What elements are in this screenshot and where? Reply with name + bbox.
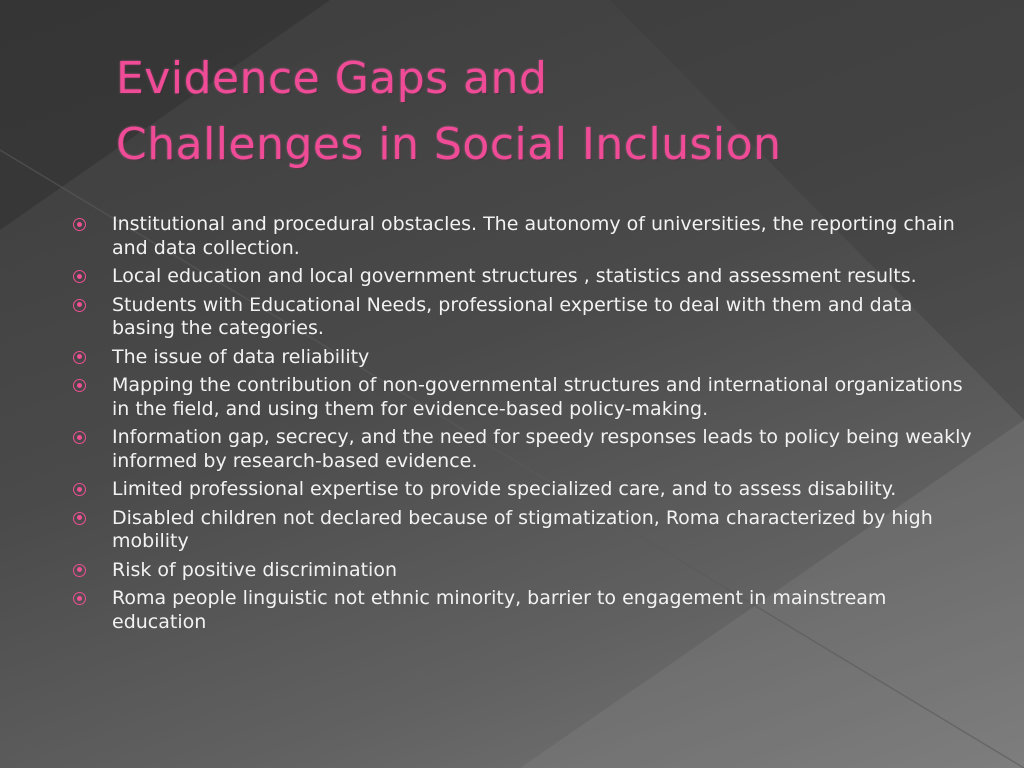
bullet-item [72, 426, 972, 473]
target-circle-icon [73, 299, 86, 312]
bullet-list [72, 213, 972, 639]
bullet-item [72, 374, 972, 421]
bullet-item [72, 559, 972, 583]
slide-title-line-1: Evidence Gaps and [116, 53, 548, 104]
bullet-item [72, 478, 972, 502]
bullet-text: Limited professional expertise to provide specialized care, and to assess disability. [112, 478, 897, 500]
target-circle-icon [73, 431, 86, 444]
target-circle-icon [73, 564, 86, 577]
bullet-text: Information gap, secrecy, and the need for speedy responses leads to policy being weakly informed by research-based evidence. [112, 426, 972, 472]
target-circle-icon [73, 351, 86, 364]
bullet-item [72, 587, 972, 634]
target-circle-icon [73, 218, 86, 231]
slide-title [116, 46, 996, 178]
bullet-item [72, 265, 972, 289]
bullet-item [72, 346, 972, 370]
bullet-text: Disabled children not declared because of stigmatization, Roma characterized by high mobility [112, 506, 933, 552]
target-circle-icon [73, 483, 86, 496]
slide-title-line-2: Challenges in Social Inclusion [116, 119, 782, 170]
bullet-text: Institutional and procedural obstacles. The autonomy of universities, the reporting chain and data collection. [112, 213, 955, 259]
target-circle-icon [73, 512, 86, 525]
bullet-item [72, 294, 972, 341]
bullet-text: Risk of positive discrimination [112, 558, 397, 581]
bullet-text: The issue of data reliability [112, 345, 370, 368]
target-circle-icon [73, 592, 86, 605]
target-circle-icon [73, 270, 86, 283]
bullet-text: Roma people linguistic not ethnic minority, barrier to engagement in mainstream education [112, 587, 887, 633]
bullet-item [72, 213, 972, 260]
target-circle-icon [73, 379, 86, 392]
bullet-text: Students with Educational Needs, professional expertise to deal with them and data basing the categories. [112, 293, 913, 339]
bullet-item [72, 507, 972, 554]
bullet-text: Local education and local government structures , statistics and assessment results. [112, 265, 917, 287]
bullet-text: Mapping the contribution of non-governmental structures and international organizations in the field, and using them for evidence-based policy-making. [112, 374, 963, 420]
